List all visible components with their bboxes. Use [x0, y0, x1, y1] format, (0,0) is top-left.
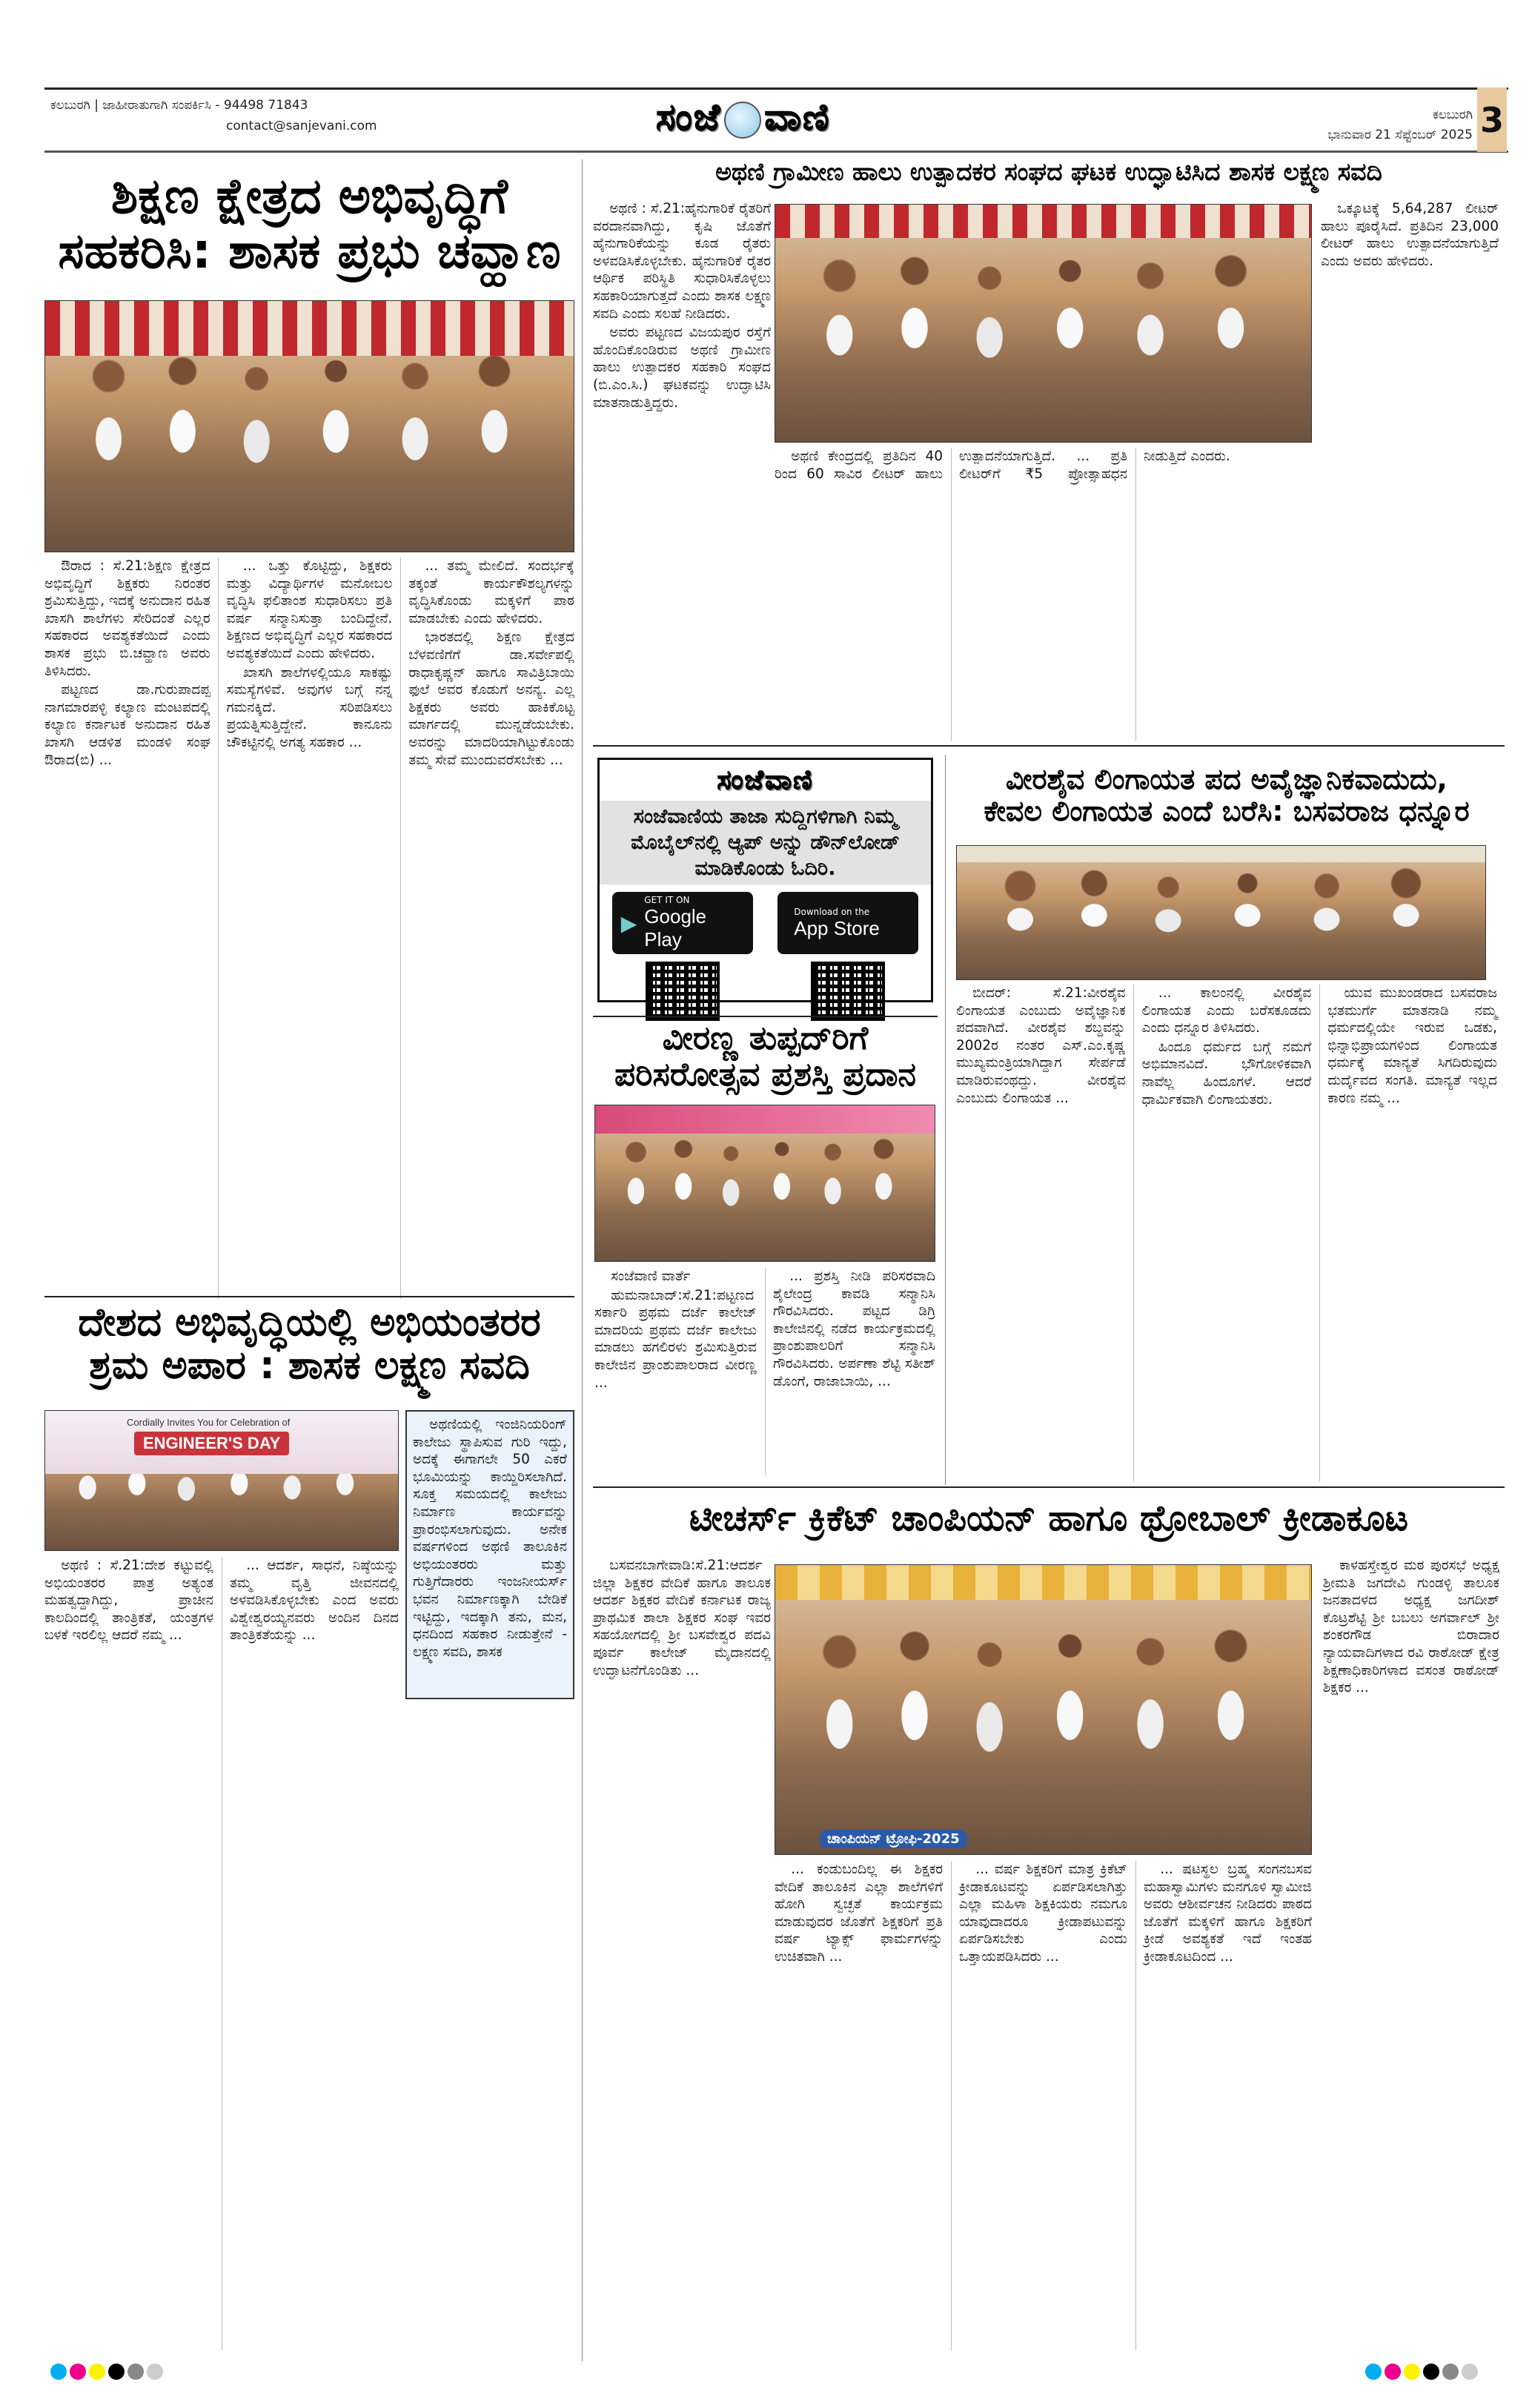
engineers-body	[44, 1557, 399, 2350]
paragraph: ... ಒತ್ತು ಕೊಟ್ಟಿದ್ದು, ಶಿಕ್ಷಕರು ಮತ್ತು ವಿದ್ಯಾರ್ಥಿಗಳ ಮನೋಬಲ ವೃದ್ಧಿಸಿ ಫಲಿತಾಂಶ ಸುಧಾರಿಸಲು ಪ್ರತಿ ವರ್ಷ ಸನ್ಮಾನಿಸುತ್ತಾ ಬಂದಿದ್ದೇನೆ. ಶಿಕ್ಷಣದ ಅಭಿವೃದ್ಧಿಗೆ ಎಲ್ಲರ ಸಹಕಾರದ ಅವಶ್ಯಕತೆಯಿದೆ ಎಂದು ಹೇಳಿದರು.	[226, 558, 393, 661]
teachers-body-center	[775, 1861, 1312, 2350]
black-dot	[108, 2364, 125, 2380]
education-headline-line1: ಶಿಕ್ಷಣ ಕ್ಷೇತ್ರದ ಅಭಿವೃದ್ಧಿಗೆ	[110, 168, 508, 225]
app-store-qr-code[interactable]	[811, 962, 885, 1021]
cyan-dot	[1365, 2364, 1382, 2380]
award-body	[594, 1268, 935, 1475]
paragraph: ಬಸವನಬಾಗೇವಾಡಿ:ಸೆ.21:ಆದರ್ಶ ಜಿಲ್ಲಾ ಶಿಕ್ಷಕರ ವೇದಿಕೆ ಹಾಗೂ ತಾಲೂಕ ಆದರ್ಶ ಶಿಕ್ಷಕರ ವೇದಿಕೆ ಕರ್ನಾಟಕ ರಾಜ್ಯ ಪ್ರಾಥಮಿಕ ಶಾಲಾ ಶಿಕ್ಷಕರ ಸಂಘ ಇವರ ಸಹಯೋಗದಲ್ಲಿ ಶ್ರೀ ಬಸವೇಶ್ವರ ಪದವಿ ಪೂರ್ವ ಕಾಲೇಜ್ ಮೈದಾನದಲ್ಲಿ ಉದ್ಘಾಟನೆಗೊಂಡಿತು ...	[593, 1558, 771, 1678]
paragraph: ... ಕಾಲಂನಲ್ಲಿ ವೀರಶೈವ ಲಿಂಗಾಯತ ಎಂದು ಬರೆಸಕೂಡದು ಎಂದು ಧನ್ನೂರ ತಿಳಿಸಿದರು.	[1141, 985, 1312, 1036]
header-top-rule	[44, 87, 1508, 90]
gray-dot	[1442, 2364, 1459, 2380]
paragraph: ಒಕ್ಕೂಟಕ್ಕೆ 5,64,287 ಲೀಟರ್ ಹಾಲು ಪೂರೈಸಿದೆ. ಪ್ರತಿದಿನ 23,000 ಲೀಟರ್ ಹಾಲು ಉತ್ಪಾದನೆಯಾಗುತ್ತಿದೆ ಎಂದು ಅವರು ಹೇಳಿದರು.	[1321, 201, 1499, 269]
paragraph: ಅಥಣಿ ಕೇಂದ್ರದಲ್ಲಿ ಪ್ರತಿದಿನ 40 ರಿಂದ 60 ಸಾವಿರ ಲೀಟರ್ ಹಾಲು ಉತ್ಪಾದನೆಯಾಗುತ್ತಿದೆ. ... ಪ್ರತಿ ಲೀಟರ್‌ಗೆ ₹5 ಪ್ರೋತ್ಸಾಹಧನ ನೀಡುತ್ತಿದೆ ಎಂದರು.	[775, 449, 1230, 482]
paragraph: ಯುವ ಮುಖಂಡರಾದ ಬಸವರಾಜ ಭತಮುರ್ಗೆ ಮಾತನಾಡಿ ನಮ್ಮ ಧರ್ಮದಲ್ಲಿಯೇ ಇರುವ ಒಡಕು, ಭಿನ್ನಾಭಿಪ್ರಾಯಗಳಿಂದ ಲಿಂಗಾಯತ ಧರ್ಮಕ್ಕೆ ಮಾನ್ಯತೆ ಸಿಗದಿರುವುದು ದುರ್ದೈವದ ಸಂಗತಿ. ಮಾನ್ಯತೆ ಇಲ್ಲದ ಕಾರಣ ನಮ್ಮ ...	[1327, 985, 1497, 1106]
app-download-ad	[597, 758, 933, 1002]
award-byline: ಸಂಜೆವಾಣಿ ವಾರ್ತೆ	[611, 1268, 691, 1284]
google-play-qr-code[interactable]	[646, 962, 720, 1021]
paragraph: ಹುಮನಾಬಾದ್:ಸೆ.21:ಪಟ್ಟಣದ ಸರ್ಕಾರಿ ಪ್ರಥಮ ದರ್ಜೆ ಕಾಲೇಜ್ ಮಾದರಿಯ ಪ್ರಥಮ ದರ್ಜೆ ಕಾಲೇಜು ಮಾಡಲು ಹಗಲಿರಳು ಶ್ರಮಿಸುತ್ತಿರುವ ಕಾಲೇಜಿನ ಪ್ರಾಂಶುಪಾಲರಾದ ವೀರಣ್ಣ ...	[594, 1287, 757, 1391]
paragraph: ಕಾಳಹಸ್ತೇಶ್ವರ ಮಠ ಪುರಸಭೆ ಅಧ್ಯಕ್ಷ ಶ್ರೀಮತಿ ಜಗದೇವಿ ಗುಂಡಳ್ಳಿ ತಾಲೂಕ ಜನತಾದಳದ ಅಧ್ಯಕ್ಷ ಜಗದೀಶ್ ಕೊಟ್ರಶೆಟ್ಟಿ ಶ್ರೀ ಬಬಲು ಅಗರ್ವಾಲ್ ಶ್ರೀ ಶಂಕರಗೌಡ ಬಿರಾದಾರ ನ್ಯಾಯವಾದಿಗಳಾದ ರವಿ ರಾಠೋಡ್ ಕ್ಷೇತ್ರ ಶಿಕ್ಷಣಾಧಿಕಾರಿಗಳಾದ ವಸಂತ ರಾಠೋಡ್ ಶಿಕ್ಷಕರ ...	[1323, 1558, 1499, 1696]
photo-decoration	[595, 1105, 935, 1134]
photo-decoration	[775, 205, 1311, 238]
paragraph: ... ಕಂಡುಬಂದಿಲ್ಲ ಈ ಶಿಕ್ಷಕರ ವೇದಿಕೆ ತಾಲೂಕಿನ ಎಲ್ಲಾ ಶಾಲೆಗಳಿಗೆ ಹೋಗಿ ಸ್ವಚ್ಛತೆ ಕಾರ್ಯಕ್ರಮ ಮಾಡುವುದರ ಜೊತೆಗೆ ಶಿಕ್ಷಕರಿಗೆ ಪ್ರತಿ ವರ್ಷ ಟ್ಯಾಕ್ಸ್ ಫಾರ್ಮಗಳನ್ನು ಉಚಿತವಾಗಿ ...	[775, 1862, 943, 1965]
paragraph: ... ತಮ್ಮ ಮೇಲಿದೆ. ಸಂದರ್ಭಕ್ಕೆ ತಕ್ಕಂತೆ ಕಾರ್ಯಕೌಶಲ್ಯಗಳನ್ನು ವೃದ್ಧಿಸಿಕೊಂಡು ಮಕ್ಕಳಿಗೆ ಪಾಠ ಮಾಡಬೇಕು ಎಂದು ಹೇಳಿದರು.	[408, 558, 574, 626]
ad-message: ಸಂಜೆವಾಣಿಯ ತಾಜಾ ಸುದ್ದಿಗಳಿಗಾಗಿ ನಿಮ್ಮ ಮೊಬೈಲ್‌ನಲ್ಲಿ ಆ್ಯಪ್ ಅನ್ನು ಡೌನ್‌ಲೋಡ್ ಮಾಡಿಕೊಂಡು ಓದಿರಿ.	[600, 801, 931, 884]
education-headline-line2: ಸಹಕರಿಸಿ: ಶಾಸಕ ಪ್ರಭು ಚವ್ಹಾಣ	[58, 222, 561, 280]
page-number: 3	[1477, 87, 1507, 152]
paragraph: ಪಟ್ಟಣದ ಡಾ.ಗುರುಪಾದಪ್ಪ ನಾಗಮಾರಪಳ್ಳಿ ಕಲ್ಯಾಣ ಮಂಟಪದಲ್ಲಿ ಕಲ್ಯಾಣ ಕರ್ನಾಟಕ ಅನುದಾನ ರಹಿತ ಖಾಸಗಿ ಆಡಳಿತ ಮಂಡಳಿ ಸಂಘ ಔರಾದ(ಬಿ) ...	[44, 682, 210, 768]
paragraph: ಭಾರತದಲ್ಲಿ ಶಿಕ್ಷಣ ಕ್ಷೇತ್ರದ ಬೆಳವಣಿಗೆಗೆ ಡಾ.ಸರ್ವೇಪಲ್ಲಿ ರಾಧಾಕೃಷ್ಣನ್ ಹಾಗೂ ಸಾವಿತ್ರಿಬಾಯಿ ಫುಲೆ ಅವರ ಕೊಡುಗೆ ಅನನ್ಯ. ಎಲ್ಲ ಶಿಕ್ಷಕರು ಅವರು ಹಾಕಿಕೊಟ್ಟ ಮಾರ್ಗದಲ್ಲಿ ಮುನ್ನಡೆಯಬೇಕು. ಅವರನ್ನು ಮಾದರಿಯಾಗಿಟ್ಟುಕೊಂಡು ತಮ್ಮ ಸೇವೆ ಮುಂದುವರೆಸಬೇಕು ...	[408, 629, 574, 768]
column-divider	[945, 755, 946, 1485]
cyan-dot	[50, 2364, 67, 2380]
lingayat-headline-line1: ವೀರಶೈವ ಲಿಂಗಾಯತ ಪದ ಅವೈಜ್ಞಾನಿಕವಾದುದು,	[1005, 763, 1448, 796]
award-headline-line1: ವೀರಣ್ಣ ತುಪ್ಪದ್‌ರಿಗೆ	[662, 1019, 869, 1057]
lingayat-body	[956, 985, 1497, 1481]
lightgray-dot	[1462, 2364, 1478, 2380]
header-edition: ಕಲಬುರಗಿ	[1433, 108, 1473, 122]
teachers-headline: ಟೀಚರ್ಸ್ ಕ್ರಿಕೆಟ್ ಚಾಂಪಿಯನ್ ಹಾಗೂ ಥ್ರೋಬಾಲ್ ಕ್ರೀಡಾಕೂಟ	[689, 1498, 1408, 1539]
yellow-dot	[1404, 2364, 1420, 2380]
header-date: ಭಾನುವಾರ 21 ಸೆಪ್ಟೆಂಬರ್ 2025	[1327, 128, 1473, 142]
google-play-label: Google Play	[644, 905, 707, 951]
header-bottom-rule	[44, 150, 1508, 153]
lightgray-dot	[147, 2364, 163, 2380]
paragraph: ... ಪ್ರಶಸ್ತಿ ನೀಡಿ ಪರಿಸರವಾದಿ ಶೈಲೇಂದ್ರ ಕಾವಡಿ ಸನ್ಮಾನಿಸಿ ಗೌರವಿಸಿದರು. ಪಟ್ಟದ ಡಿಗ್ರಿ ಕಾಲೇಜಿನಲ್ಲಿ ನಡೆದ ಕಾರ್ಯಕ್ರಮದಲ್ಲಿ ಪ್ರಾಂಶುಪಾಲರಿಗೆ ಸನ್ಮಾನಿಸಿ ಗೌರವಿಸಿದರು. ಅರ್ಪಣಾ ಶೆಟ್ಟಿ ಸತೀಶ್ ಡೊಂಗೆ, ರಾಜಾಬಾಯಿ, ...	[773, 1268, 935, 1389]
logo-right: ವಾಣಿ	[764, 95, 831, 139]
photo-decoration	[957, 846, 1485, 862]
award-headline	[593, 1020, 938, 1094]
education-body	[44, 558, 574, 1299]
section-rule	[593, 745, 1505, 747]
teachers-body-left	[593, 1557, 771, 2350]
milk-headline: ಅಥಣಿ ಗ್ರಾಮೀಣ ಹಾಲು ಉತ್ಪಾದಕರ ಸಂಘದ ಘಟಕ ಉದ್ಘಾಟಿಸಿದ ಶಾಸಕ ಲಕ್ಷ್ಮಣ ಸವದಿ	[715, 157, 1382, 186]
sidebox-text: ಅಥಣಿಯಲ್ಲಿ ಇಂಜಿನಿಯರಿಂಗ್ ಕಾಲೇಜು ಸ್ಥಾಪಿಸುವ ಗುರಿ ಇದ್ದು, ಅದಕ್ಕೆ ಈಗಾಗಲೇ 50 ಎಕರೆ ಭೂಮಿಯನ್ನು ಕಾಯ್ದಿರಿಸಲಾಗಿದೆ. ಸೂಕ್ತ ಸಮಯದಲ್ಲಿ ಕಾಲೇಜು ನಿರ್ಮಾಣ ಕಾರ್ಯವನ್ನು ಪ್ರಾರಂಭಿಸಲಾಗುವುದು. ಅನೇಕ ವರ್ಷಗಳಿಂದ ಅಥಣಿ ತಾಲೂಕಿನ ಅಭಿಯಂತರರು ಮತ್ತು ಗುತ್ತಿಗೆದಾರರು ಇಂಜನೀಯರ್ಸ್ ಭವನ ನಿರ್ಮಾಣಕ್ಕಾಗಿ ಬೇಡಿಕೆ ಇಟ್ಟಿದ್ದು, ಇದಕ್ಕಾಗಿ ತನು, ಮನ, ಧನದಿಂದ ಸಹಕಾರ ನೀಡುತ್ತೇನೆ - ಲಕ್ಷ್ಮಣ ಸವದಿ, ಶಾಸಕ	[413, 1417, 567, 1660]
google-play-small: GET IT ON	[644, 895, 690, 906]
black-dot	[1423, 2364, 1439, 2380]
paragraph: ಬೀದರ್: ಸೆ.21:ವೀರಶೈವ ಲಿಂಗಾಯತ ಎಂಬುದು ಅವೈಜ್ಞಾನಿಕ ಪದವಾಗಿದೆ. ವೀರಶೈವ ಶಬ್ದವನ್ನು 2002ರ ನಂತರ ಎಸ್.ಎಂ.ಕೃಷ್ಣ ಮುಖ್ಯಮಂತ್ರಿಯಾಗಿದ್ದಾಗ ಸೇರ್ಪಡೆ ಮಾಡಿರುವಂಥದ್ದು. ವೀರಶೈವ ಎಂಬುದು ಲಿಂಗಾಯತ ...	[956, 985, 1126, 1106]
milk-photo	[775, 204, 1312, 443]
photo-invite-text: Cordially Invites You for Celebration of	[127, 1417, 291, 1428]
ad-logo: ಸಂಜೆವಾಣಿ	[717, 764, 814, 796]
paragraph: ... ವರ್ಷ ಶಿಕ್ಷಕರಿಗೆ ಮಾತ್ರ ಕ್ರಿಕೆಟ್ ಕ್ರೀಡಾಕೂಟವನ್ನು ಏರ್ಪಡಿಸಲಾಗಿತ್ತು ಎಲ್ಲಾ ಮಹಿಳಾ ಶಿಕ್ಷಕಿಯರು ನಮಗೂ ಯಾವುದಾದರೂ ಕ್ರೀಡಾಪಟುವನ್ನು ಏರ್ಪಡಿಸಬೇಕು ಎಂದು ಒತ್ತಾಯಪಡಿಸಿದರು ...	[959, 1862, 1127, 1965]
paragraph: ... ಷಟಸ್ಥಲ ಬ್ರಹ್ಮ ಸಂಗನಬಸವ ಮಹಾಸ್ವಾಮಿಗಳು ಮನಗೂಳಿ ಸ್ವಾಮೀಜಿ ಅವರು ಆಶೀರ್ವಚನ ನೀಡಿದರು ಪಾಠದ ಜೊತೆಗೆ ಮಕ್ಕಳಿಗೆ ಹಾಗೂ ಶಿಕ್ಷಕರಿಗೆ ಕ್ರೀಡೆ ಅವಶ್ಯಕತೆ ಇದೆ ಇಂತಹ ಕ್ರೀಡಾಕೂಟದಿಂದ ...	[1144, 1862, 1312, 1965]
engineers-day-photo	[44, 1410, 399, 1551]
magenta-dot	[70, 2364, 86, 2380]
award-paragraphs	[594, 1268, 935, 1392]
yellow-dot	[89, 2364, 105, 2380]
paragraph: ಅವರು ಪಟ್ಟಣದ ವಿಜಯಪುರ ರಸ್ತೆಗೆ ಹೊಂದಿಕೊಂಡಿರುವ ಅಥಣಿ ಗ್ರಾಮೀಣ ಹಾಲು ಉತ್ಪಾದಕರ ಸಹಕಾರಿ ಸಂಘದ (ಬಿ.ಎಂ.ಸಿ.) ಘಟಕವನ್ನು ಉದ್ಘಾಟಿಸಿ ಮಾತನಾಡುತ್ತಿದ್ದರು.	[593, 325, 771, 411]
section-rule	[593, 1486, 1505, 1488]
globe-bird-icon	[724, 102, 761, 139]
lingayat-photo	[956, 845, 1486, 980]
photo-banner-text: ENGINEER'S DAY	[134, 1432, 289, 1455]
logo-left: ಸಂಜೆ	[656, 95, 722, 139]
section-rule	[593, 1016, 938, 1017]
paragraph: ಅಥಣಿ : ಸೆ.21:ದೇಶ ಕಟ್ಟುವಲ್ಲಿ ಅಭಿಯಂತರರ ಪಾತ್ರ ಅತ್ಯಂತ ಮಹತ್ವದ್ದಾಗಿದ್ದು, ಪ್ರಾಚೀನ ಕಾಲದಿಂದಲ್ಲಿ ತಾಂತ್ರಿಕತೆ, ಯಂತ್ರಗಳ ಬಳಕೆ ಇರಲಿಲ್ಲ ಆದರೆ ನಮ್ಮ ...	[44, 1558, 213, 1644]
engineers-headline	[44, 1301, 574, 1387]
engineers-headline-line1: ದೇಶದ ಅಭಿವೃದ್ಧಿಯಲ್ಲಿ ಅಭಿಯಂತರರ	[78, 1300, 541, 1345]
app-store-small: Download on the	[794, 906, 870, 917]
engineers-headline-line2: ಶ್ರಮ ಅಪಾರ : ಶಾಸಕ ಲಕ್ಷ್ಮಣ ಸವದಿ	[89, 1343, 530, 1389]
app-store-label: App Store	[794, 916, 880, 939]
engineers-sidebox	[405, 1410, 574, 1699]
column-divider	[582, 159, 583, 2361]
photo-decoration	[45, 301, 574, 356]
paragraph: ... ಆದರ್ಶ, ಸಾಧನೆ, ನಿಷ್ಠೆಯನ್ನು ತಮ್ಮ ವೃತ್ತಿ ಜೀವನದಲ್ಲಿ ಅಳವಡಿಸಿಕೊಳ್ಳಬೇಕು ಎಂದ ಅವರು ವಿಶ್ವೇಶ್ವರಯ್ಯನವರು ಅಂದಿನ ದಿನದ ತಾಂತ್ರಿಕತೆಯನ್ನು ...	[230, 1558, 399, 1644]
section-rule	[44, 1296, 574, 1297]
award-headline-line2: ಪರಿಸರೋತ್ಸವ ಪ್ರಶಸ್ತಿ ಪ್ರದಾನ	[614, 1056, 916, 1094]
google-play-button[interactable]	[612, 892, 753, 954]
play-triangle-icon: ▶	[620, 910, 637, 936]
education-photo	[44, 300, 574, 552]
milk-body-center	[775, 448, 1312, 741]
photo-decoration	[775, 1565, 1311, 1600]
teachers-photo	[775, 1564, 1312, 1855]
teachers-body-right	[1323, 1557, 1499, 2350]
education-headline	[44, 169, 574, 279]
paragraph: ಖಾಸಗಿ ಶಾಲೆಗಳಲ್ಲಿಯೂ ಸಾಕಷ್ಟು ಸಮಸ್ಯೆಗಳಿವೆ. ಅವುಗಳ ಬಗ್ಗೆ ನನ್ನ ಗಮನಕ್ಕಿದೆ. ಸರಿಪಡಿಸಲು ಪ್ರಯತ್ನಿಸುತ್ತಿದ್ದೇನೆ. ಕಾನೂನು ಚೌಕಟ್ಟಿನಲ್ಲಿ ಅಗತ್ಯ ಸಹಕಾರ ...	[226, 664, 393, 750]
magenta-dot	[1385, 2364, 1401, 2380]
gray-dot	[127, 2364, 144, 2380]
milk-body-left	[593, 200, 771, 741]
paragraph: ಅಥಣಿ : ಸೆ.21:ಹೈನುಗಾರಿಕೆ ರೈತರಿಗೆ ವರದಾನವಾಗಿದ್ದು, ಕೃಷಿ ಜೊತೆಗೆ ಹೈನುಗಾರಿಕೆಯನ್ನು ಕೂಡ ರೈತರು ಅಳವಡಿಸಿಕೊಳ್ಳಬೇಕು. ಹೈನುಗಾರಿಕೆ ರೈತರ ಆರ್ಥಿಕ ಪರಿಸ್ಥಿತಿ ಸುಧಾರಿಸಿಕೊಳ್ಳಲು ಸಹಕಾರಿಯಾಗುತ್ತದೆ ಎಂದು ಶಾಸಕ ಲಕ್ಷ್ಮಣ ಸವದಿ ಎಂದು ಸಲಹೆ ನೀಡಿದರು.	[593, 201, 771, 322]
paragraph: ಹಿಂದೂ ಧರ್ಮದ ಬಗ್ಗೆ ನಮಗೆ ಅಭಿಮಾನವಿದೆ. ಭೌಗೋಳಿಕವಾಗಿ ನಾವೆಲ್ಲ ಹಿಂದೂಗಳೆ. ಆದರೆ ಧಾರ್ಮಿಕವಾಗಿ ಲಿಂಗಾಯತರು.	[1141, 1039, 1312, 1108]
lingayat-headline-line2: ಕೇವಲ ಲಿಂಗಾಯತ ಎಂದೆ ಬರೆಸಿ: ಬಸವರಾಜ ಧನ್ನೂರ	[984, 794, 1470, 827]
paragraph: ಔರಾದ : ಸೆ.21:ಶಿಕ್ಷಣ ಕ್ಷೇತ್ರದ ಅಭಿವೃದ್ಧಿಗೆ ಶಿಕ್ಷಕರು ನಿರಂತರ ಶ್ರಮಿಸುತ್ತಿದ್ದು, ಇದಕ್ಕೆ ಅನುದಾನ ರಹಿತ ಖಾಸಗಿ ಶಾಲೆಗಳು ಸೇರಿದಂತೆ ಎಲ್ಲರ ಸಹಕಾರದ ಅವಶ್ಯಕತೆಯಿದೆ ಎಂದು ಶಾಸಕ ಪ್ರಭು ಬಿ.ಚವ್ಹಾಣ ಅವರು ತಿಳಿಸಿದರು.	[44, 558, 210, 679]
header-email[interactable]: contact@sanjevani.com	[226, 119, 377, 133]
trophy-banner-text: ಚಾಂಪಿಯನ್ ಟ್ರೋಫಿ-2025	[820, 1830, 967, 1848]
header-contact: ಕಲಬುರಗಿ | ಜಾಹೀರಾತುಗಾಗಿ ಸಂಪರ್ಕಿಸಿ - 94498 71843	[50, 98, 308, 113]
app-store-button[interactable]	[777, 892, 918, 954]
milk-body-right	[1321, 200, 1499, 741]
lingayat-headline	[949, 764, 1505, 827]
masthead-logo	[656, 95, 830, 139]
award-photo	[594, 1105, 935, 1262]
